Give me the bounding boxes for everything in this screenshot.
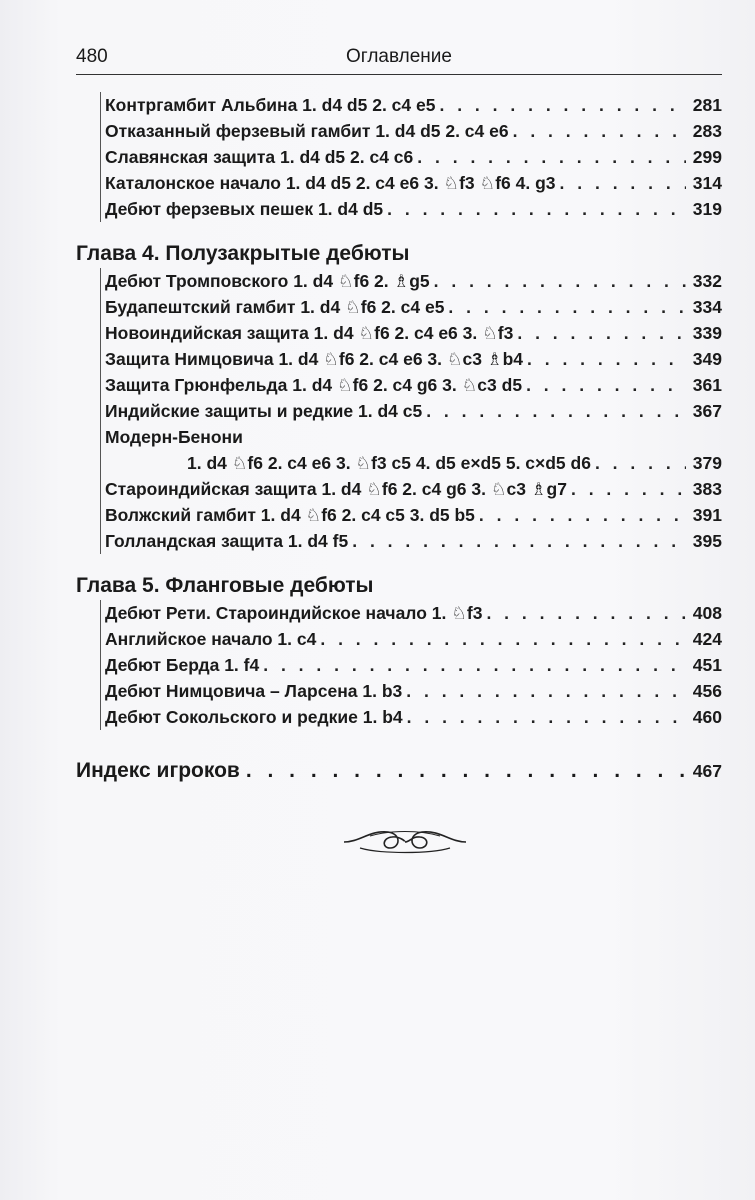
toc-entry-page: 391: [692, 505, 722, 525]
toc-entry[interactable]: [101, 268, 722, 294]
toc-entry-page: 314: [692, 173, 722, 193]
chapter4-heading[interactable]: Глава 4. Полузакрытые дебюты: [76, 242, 410, 265]
toc-entry-page: 367: [692, 401, 722, 421]
flourish-ornament-icon: [340, 822, 470, 862]
toc-entry-page: 281: [692, 95, 722, 115]
toc-entry[interactable]: [101, 346, 722, 372]
toc-entry-page: 361: [692, 375, 722, 395]
leader-dots: [517, 320, 686, 346]
leader-dots: [246, 756, 687, 786]
toc-entry[interactable]: [101, 652, 722, 678]
toc-entry[interactable]: [101, 144, 722, 170]
leader-dots: [560, 170, 686, 196]
chapter5-group: [100, 600, 722, 730]
toc-entry[interactable]: [101, 320, 722, 346]
toc-entry-title: Дебют Берда 1. f4: [105, 655, 260, 675]
toc-entry[interactable]: [101, 294, 722, 320]
toc-entry-title: Дебют Рети. Староиндийское начало 1. ♘f3: [105, 603, 483, 623]
leader-dots: [479, 502, 686, 528]
toc-entry[interactable]: [101, 196, 722, 222]
toc-entry[interactable]: [101, 450, 722, 476]
toc-entry-page: 408: [692, 603, 722, 623]
leader-dots: [526, 372, 686, 398]
leader-dots: [439, 92, 686, 118]
toc-entry-title: Индийские защиты и редкие 1. d4 c5: [105, 401, 423, 421]
leader-dots: [513, 118, 686, 144]
leader-dots: [352, 528, 686, 554]
toc-entry-title: Славянская защита 1. d4 d5 2. c4 c6: [105, 147, 414, 167]
leader-dots: [320, 626, 686, 652]
leader-dots: [527, 346, 686, 372]
leader-dots: [263, 652, 686, 678]
toc-entry-title: Защита Грюнфельда 1. d4 ♘f6 2. c4 g6 3. ♘c3 d5: [105, 375, 523, 395]
toc-entry-page: 395: [692, 531, 722, 551]
toc-entry-title: Староиндийская защита 1. d4 ♘f6 2. c4 g6 3. ♘c3 ♗g7: [105, 479, 567, 499]
toc-entry-title: Дебют Сокольского и редкие 1. b4: [105, 707, 403, 727]
page-header: [76, 44, 722, 75]
toc-entry-page: 334: [692, 297, 722, 317]
leader-dots: [407, 704, 686, 730]
toc-entry-page: 424: [692, 629, 722, 649]
toc-entry-title: Контргамбит Альбина 1. d4 d5 2. c4 e5: [105, 95, 436, 115]
toc-entry-page: 339: [692, 323, 722, 343]
leader-dots: [434, 268, 686, 294]
toc-entry-title: Каталонское начало 1. d4 d5 2. c4 e6 3. ♘f3 ♘f6 4. g3: [105, 173, 556, 193]
toc-entry[interactable]: [101, 398, 722, 424]
toc-entry-title: Английское начало 1. c4: [105, 629, 317, 649]
toc-entry[interactable]: [101, 600, 722, 626]
leader-dots: [387, 196, 686, 222]
leader-dots: [486, 600, 686, 626]
toc-entry[interactable]: [101, 678, 722, 704]
leader-dots: [406, 678, 686, 704]
toc-entry[interactable]: [101, 118, 722, 144]
toc-entry-page: 460: [692, 707, 722, 727]
toc-entry-page: 383: [692, 479, 722, 499]
toc-entry-title-benoni[interactable]: Модерн-Бенони: [105, 427, 243, 447]
page-number: 480: [76, 46, 108, 67]
leader-dots: [448, 294, 686, 320]
toc-entry-title: Будапештский гамбит 1. d4 ♘f6 2. c4 e5: [105, 297, 445, 317]
index-entry[interactable]: [76, 756, 722, 786]
table-of-contents: [76, 92, 722, 786]
toc-entry-title: Защита Нимцовича 1. d4 ♘f6 2. c4 e6 3. ♘c3 ♗b4: [105, 349, 523, 369]
toc-entry[interactable]: [101, 626, 722, 652]
toc-entry[interactable]: [101, 502, 722, 528]
leader-dots: [571, 476, 686, 502]
leader-dots: [595, 450, 686, 476]
toc-entry-page: 299: [692, 147, 722, 167]
toc-entry-title: Дебют ферзевых пешек 1. d4 d5: [105, 199, 384, 219]
leader-dots: [417, 144, 686, 170]
toc-entry-title: Отказанный ферзевый гамбит 1. d4 d5 2. c4 e6: [105, 121, 509, 141]
toc-entry-title: Волжский гамбит 1. d4 ♘f6 2. c4 c5 3. d5 b5: [105, 505, 475, 525]
chapter4-group: [100, 268, 722, 554]
leader-dots: [426, 398, 686, 424]
chapter5-heading[interactable]: Глава 5. Фланговые дебюты: [76, 574, 374, 597]
running-title: Оглавление: [346, 46, 452, 67]
toc-entry-page: 349: [692, 349, 722, 369]
toc-entry[interactable]: [101, 476, 722, 502]
index-page: 467: [692, 761, 722, 781]
toc-entry-page: 283: [692, 121, 722, 141]
toc-entry[interactable]: [101, 704, 722, 730]
index-title: Индекс игроков: [76, 759, 240, 782]
toc-entry-title: Новоиндийская защита 1. d4 ♘f6 2. c4 e6 3. ♘f3: [105, 323, 514, 343]
toc-entry[interactable]: [101, 170, 722, 196]
toc-entry-title: Дебют Нимцовича – Ларсена 1. b3: [105, 681, 403, 701]
toc-entry-page: 319: [692, 199, 722, 219]
toc-entry-page: 456: [692, 681, 722, 701]
chapter3-tail-group: [100, 92, 722, 222]
toc-entry[interactable]: [101, 92, 722, 118]
toc-entry-title: Дебют Тромповского 1. d4 ♘f6 2. ♗g5: [105, 271, 430, 291]
toc-entry-title: Голландская защита 1. d4 f5: [105, 531, 349, 551]
toc-entry[interactable]: [101, 372, 722, 398]
toc-entry-title: 1. d4 ♘f6 2. c4 e6 3. ♘f3 c5 4. d5 e×d5 5. c×d5 d6: [187, 453, 591, 473]
toc-entry-page: 332: [692, 271, 722, 291]
toc-entry[interactable]: [101, 528, 722, 554]
toc-entry-page: 451: [692, 655, 722, 675]
toc-entry-page: 379: [692, 453, 722, 473]
